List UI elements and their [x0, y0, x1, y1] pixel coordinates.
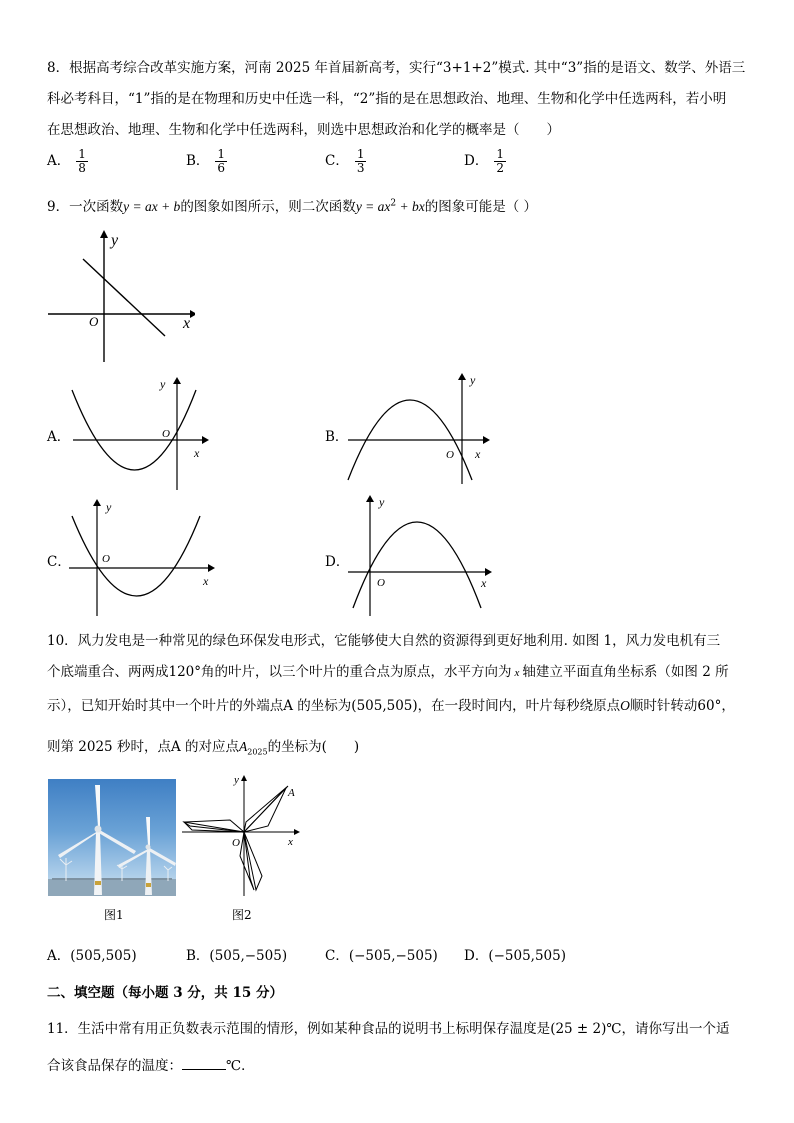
blade-coordinate-figure	[180, 772, 304, 898]
y-label: y	[470, 373, 476, 387]
fig2-origin-label: O	[232, 837, 240, 849]
q8-option-d: D． $\frac{1}{2}$	[464, 147, 504, 175]
figure2-caption: 图2	[232, 908, 252, 922]
x-label: x	[203, 574, 209, 588]
y-label: y	[106, 500, 112, 514]
q8-line2: 科必考科目，“1”指的是在物理和历史中任选一科，“2”指的是在思想政治、地理、生物和化学中任选两科，若小明	[47, 91, 727, 107]
q9-option-d-label: D．	[325, 554, 350, 570]
fig2-x-label: x	[288, 836, 293, 848]
q8-option-b: B． $\frac{1}{6}$	[186, 147, 226, 175]
q8-option-c: C． $\frac{1}{3}$	[325, 147, 365, 175]
o-label: O	[162, 428, 170, 440]
o-label: O	[446, 449, 454, 461]
q8-option-a: A． $\frac{1}{8}$	[47, 147, 86, 175]
q11-line2: 合该食品保存的温度： ℃．	[47, 1054, 255, 1074]
wind-turbine-illustration	[48, 779, 176, 896]
q10-option-c: C．(−505,−505)	[325, 948, 438, 964]
y-label: y	[379, 495, 385, 509]
q9-stem: 9．一次函数y = ax + b的图象如图所示，则二次函数$y = ax^2$ + bx的图象可能是（ ）	[47, 198, 538, 215]
x-label: x	[475, 447, 481, 461]
origin-label: O	[89, 314, 99, 329]
o-label: O	[102, 553, 110, 565]
fig2-y-label: y	[234, 774, 239, 786]
q9-option-b-label: B．	[325, 429, 349, 445]
q10-line1: 10．风力发电是一种常见的绿色环保发电形式，它能够使大自然的资源得到更好地利用. 如图 1，风力发电机有三	[47, 633, 721, 649]
o-label: O	[377, 577, 385, 589]
x-label: x	[481, 576, 487, 590]
x-label: x	[194, 446, 200, 460]
q11-line1: 11．生活中常有用正负数表示范围的情形，例如某种食品的说明书上标明保存温度是(25 ± 2)℃，请你写出一个适	[47, 1021, 730, 1037]
q9-option-d-graph	[345, 492, 495, 618]
linear-graph	[45, 228, 195, 364]
q10-line2: 个底端重合、两两成120°角的叶片，以三个叶片的重合点为原点，水平方向为 x 轴建立平面直角坐标系（如图 2 所	[47, 664, 729, 680]
wind-turbine-photo	[48, 779, 176, 896]
y-label: y	[160, 377, 166, 391]
q9-option-a-label: A．	[47, 429, 71, 445]
q8-line1: 8．根据高考综合改革实施方案，河南 2025 年首届新高考，实行“3+1+2”模式. 其中“3”指的是语文、数学、外语三	[47, 60, 746, 76]
answer-blank[interactable]	[182, 1055, 226, 1070]
figure1-caption: 图1	[104, 908, 124, 922]
point-a-label: A	[288, 787, 295, 799]
y-axis-label: y	[111, 232, 119, 249]
q9-option-a-graph	[68, 374, 210, 492]
q9-option-c-label: C．	[47, 554, 71, 570]
q10-option-b: B．(505,−505)	[186, 948, 288, 964]
section2-title: 二、填空题（每小题 3 分，共 15 分）	[47, 985, 283, 1001]
q8-line3: 在思想政治、地理、生物和化学中任选两科，则选中思想政治和化学的概率是（ ）	[47, 122, 560, 138]
q9-option-c-graph	[66, 496, 218, 618]
q10-line4: 则第 2025 秒时，点A 的对应点$A_{2025}$的坐标为( )	[47, 739, 360, 757]
blade-down	[240, 832, 254, 890]
q9-option-b-graph	[345, 370, 493, 488]
q10-option-a: A．(505,505)	[47, 948, 137, 964]
q10-option-d: D．(−505,505)	[464, 948, 566, 964]
x-axis-label: x	[183, 315, 191, 332]
q10-line3: 示），已知开始时其中一个叶片的外端点A 的坐标为(505,505)，在一段时间内，叶片每秒绕原点O顺时针转动60°，	[47, 698, 735, 714]
